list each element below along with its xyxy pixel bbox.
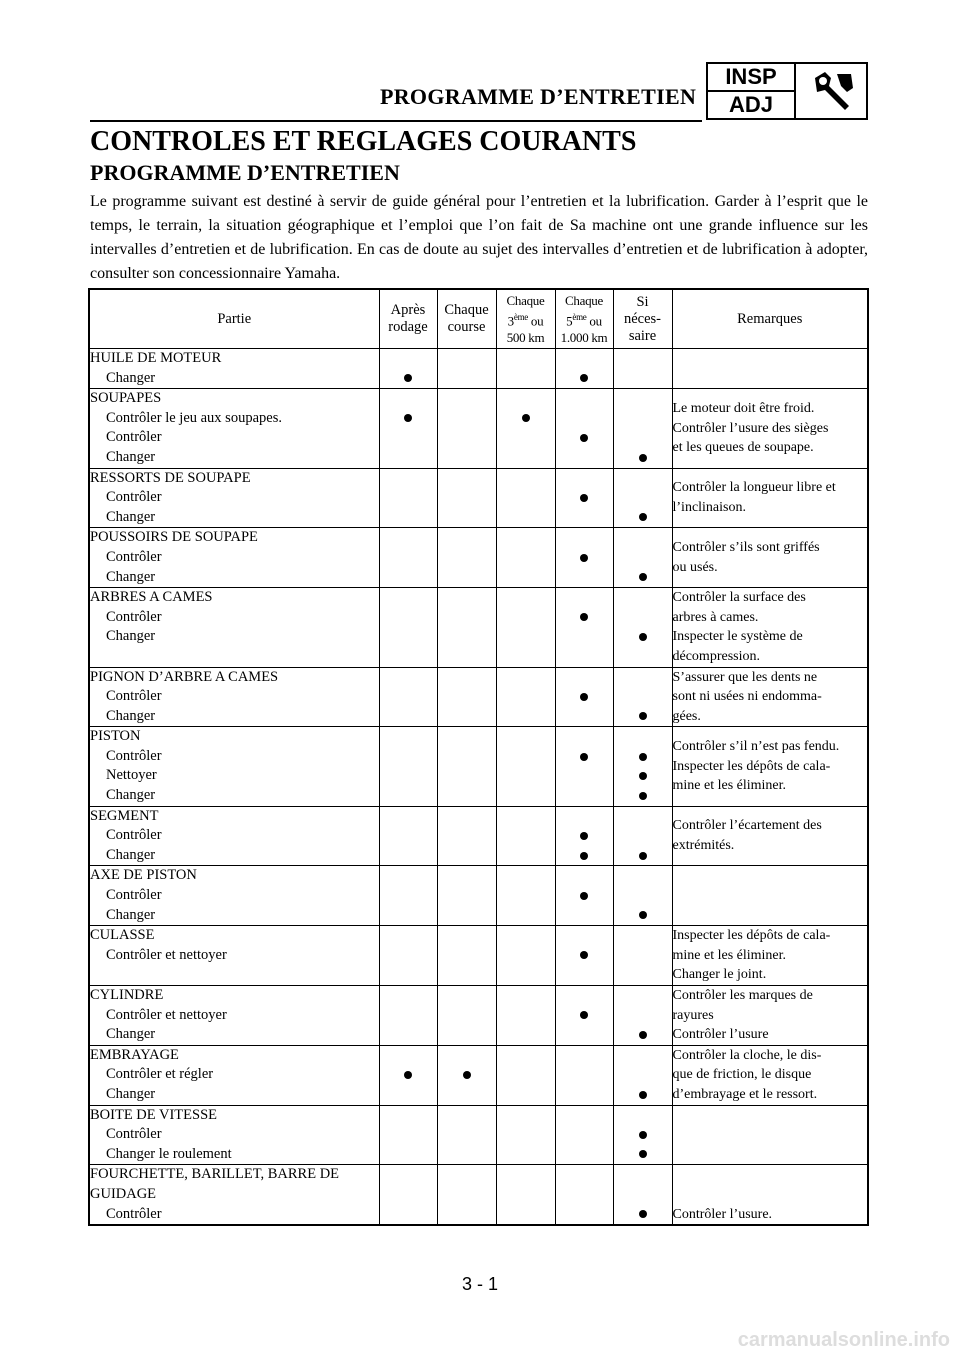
remark-line: Contrôler la cloche, le dis-: [672, 1047, 822, 1063]
interval-mark-dot: [580, 374, 588, 382]
remark-line: gées.: [672, 708, 701, 724]
part-operation: Contrôler: [106, 489, 162, 506]
remark-line: décompression.: [672, 648, 760, 664]
interval-mark-dot: [639, 1210, 647, 1218]
interval-cell-every-5th: [555, 528, 613, 588]
remark-line: Inspecter les dépôts de cala-: [672, 928, 831, 944]
part-name: POUSSOIRS DE SOUPAPE: [90, 529, 258, 546]
part-operation: Changer: [106, 369, 156, 386]
interval-mark-dot: [522, 414, 530, 422]
section-title: PROGRAMME D’ENTRETIEN: [90, 160, 400, 185]
part-operation: Contrôler: [106, 1205, 162, 1222]
part-cell: [89, 1105, 379, 1165]
interval-mark-dot: [463, 1071, 471, 1079]
table-header-row: [89, 289, 868, 349]
header-title: PROGRAMME D’ENTRETIEN: [380, 84, 697, 109]
col-every-5th: Chaque 5ème ou 1.000 km: [555, 289, 613, 349]
col-if-needed: Si néces- saire: [613, 289, 672, 349]
interval-mark-dot: [639, 1131, 647, 1139]
interval-cell-every-3rd: [496, 349, 555, 389]
remark-line: mine et les éliminer.: [672, 947, 787, 963]
part-operation: Changer: [106, 846, 156, 863]
interval-cell-every-5th: [555, 667, 613, 727]
part-operation: Changer le roulement: [106, 1145, 232, 1162]
interval-cell-every-5th: [555, 389, 613, 468]
intro-paragraph: Le programme suivant est destiné à servir de guide général pour l’entretien et la lubrification. Garder à l’esprit que le temps, le terrain, la situation géographique et l’emploi que l’on fait de Sa machine ont une grande influence sur les intervalles d’entretien et de lubrification. En cas de doute au sujet des intervalles d’entretien et de lubrification à adopter, consulter son concessionnaire Yamaha.: [90, 193, 868, 282]
interval-cell-after-break-in: [379, 1105, 437, 1165]
interval-cell-after-break-in: [379, 806, 437, 866]
interval-cell-every-3rd: [496, 926, 555, 986]
interval-cell-after-break-in: [379, 727, 437, 806]
remarks-cell: [672, 986, 868, 1046]
part-operation: Changer: [106, 787, 156, 804]
interval-mark-dot: [639, 852, 647, 860]
interval-cell-if-needed: [613, 1165, 672, 1225]
interval-cell-if-needed: [613, 349, 672, 389]
interval-cell-every-race: [437, 1165, 496, 1225]
interval-cell-every-race: [437, 986, 496, 1046]
part-operation: Changer: [106, 707, 156, 724]
interval-cell-every-race: [437, 349, 496, 389]
part-operation: Contrôler: [106, 887, 162, 904]
remarks-cell: [672, 588, 868, 667]
part-operation: Changer: [106, 1085, 156, 1102]
part-operation: Contrôler: [106, 827, 162, 844]
remark-line: Le moteur doit être froid.: [672, 400, 815, 416]
part-name: SOUPAPES: [90, 390, 162, 407]
part-name: BOITE DE VITESSE: [90, 1106, 218, 1123]
part-cell: [89, 727, 379, 806]
interval-mark-dot: [580, 613, 588, 621]
interval-mark-dot: [639, 454, 647, 462]
remark-line: l’inclinaison.: [672, 499, 746, 515]
remark-line: Contrôler la longueur libre et: [672, 480, 836, 496]
interval-cell-every-5th: [555, 986, 613, 1046]
remark-line: Contrôler l’usure.: [672, 1206, 773, 1222]
part-cell: [89, 986, 379, 1046]
table-row: [89, 468, 868, 528]
col-every-3rd: Chaque 3ème ou 500 km: [496, 289, 555, 349]
part-operation: Contrôler: [106, 608, 162, 625]
part-operation: Contrôler: [106, 429, 162, 446]
remark-line: Contrôler l’usure des sièges: [672, 420, 829, 436]
interval-mark-dot: [639, 1150, 647, 1158]
part-operation: Changer: [106, 568, 156, 585]
table-row: [89, 588, 868, 667]
interval-cell-every-race: [437, 806, 496, 866]
remark-line: sont ni usées ni endomma-: [672, 689, 822, 705]
table-row: [89, 528, 868, 588]
interval-mark-dot: [580, 693, 588, 701]
table-row: [89, 986, 868, 1046]
part-cell: [89, 667, 379, 727]
table-row: [89, 1165, 868, 1225]
remark-line: Contrôler s’il n’est pas fendu.: [672, 739, 840, 755]
table-row: [89, 389, 868, 468]
part-name: PISTON: [90, 728, 141, 745]
interval-cell-after-break-in: [379, 986, 437, 1046]
interval-cell-every-race: [437, 528, 496, 588]
part-cell: [89, 1045, 379, 1105]
remarks-cell: [672, 349, 868, 389]
interval-mark-dot: [580, 832, 588, 840]
interval-mark-dot: [639, 633, 647, 641]
part-operation: GUIDAGE: [90, 1185, 157, 1202]
interval-cell-after-break-in: [379, 667, 437, 727]
interval-cell-after-break-in: [379, 866, 437, 926]
part-cell: [89, 806, 379, 866]
remarks-cell: [672, 667, 868, 727]
col-every-race: Chaque course: [437, 289, 496, 349]
interval-cell-if-needed: [613, 1105, 672, 1165]
part-operation: Contrôler: [106, 548, 162, 565]
interval-mark-dot: [580, 494, 588, 502]
interval-mark-dot: [580, 434, 588, 442]
interval-cell-if-needed: [613, 1045, 672, 1105]
table-row: [89, 866, 868, 926]
interval-cell-every-race: [437, 1105, 496, 1165]
interval-mark-dot: [639, 792, 647, 800]
interval-mark-dot: [404, 1071, 412, 1079]
interval-cell-every-3rd: [496, 528, 555, 588]
remark-line: Contrôler la surface des: [672, 590, 806, 606]
part-operation: Contrôler et régler: [106, 1066, 214, 1083]
part-name: AXE DE PISTON: [90, 867, 197, 884]
interval-mark-dot: [639, 753, 647, 761]
interval-cell-every-3rd: [496, 1165, 555, 1225]
part-cell: [89, 1165, 379, 1225]
remark-line: [673, 1185, 868, 1205]
badge-adj: ADJ: [728, 92, 773, 117]
badge-insp: INSP: [708, 64, 794, 92]
remarks-cell: [672, 528, 868, 588]
interval-cell-every-3rd: [496, 1045, 555, 1105]
interval-cell-every-5th: [555, 1165, 613, 1225]
part-name: FOURCHETTE, BARILLET, BARRE DE: [90, 1166, 340, 1183]
interval-mark-dot: [580, 852, 588, 860]
remarks-cell: [672, 926, 868, 986]
part-name: PIGNON D’ARBRE A CAMES: [90, 668, 279, 685]
remark-line: Contrôler s’ils sont griffés: [672, 540, 820, 556]
remarks-cell: [672, 389, 868, 468]
remark-line: que de friction, le disque: [672, 1067, 812, 1083]
page-number: 3 - 1: [461, 1274, 499, 1294]
part-cell: [89, 588, 379, 667]
part-operation: Contrôler et nettoyer: [106, 1006, 227, 1023]
interval-mark-dot: [580, 951, 588, 959]
interval-cell-after-break-in: [379, 1165, 437, 1225]
interval-cell-after-break-in: [379, 926, 437, 986]
maintenance-schedule-table: [88, 288, 869, 1226]
table-row: [89, 349, 868, 389]
interval-cell-every-3rd: [496, 806, 555, 866]
watermark: carmanualsonline.info: [737, 1329, 950, 1351]
interval-mark-dot: [580, 1011, 588, 1019]
header-rule: [90, 120, 702, 122]
part-operation: Contrôler: [106, 688, 162, 705]
interval-mark-dot: [404, 374, 412, 382]
interval-cell-after-break-in: [379, 349, 437, 389]
col-remarks: Remarques: [672, 289, 868, 349]
table-row: [89, 1105, 868, 1165]
interval-cell-every-3rd: [496, 389, 555, 468]
interval-cell-every-3rd: [496, 866, 555, 926]
interval-cell-every-5th: [555, 727, 613, 806]
interval-cell-every-3rd: [496, 667, 555, 727]
interval-cell-every-5th: [555, 926, 613, 986]
interval-cell-every-5th: [555, 806, 613, 866]
part-cell: [89, 389, 379, 468]
part-name: ARBRES A CAMES: [90, 589, 213, 606]
part-name: RESSORTS DE SOUPAPE: [90, 469, 251, 486]
remarks-cell: [672, 806, 868, 866]
part-operation: Contrôler: [106, 747, 162, 764]
interval-cell-after-break-in: [379, 1045, 437, 1105]
interval-mark-dot: [639, 911, 647, 919]
remark-line: [673, 1165, 868, 1185]
remark-line: Inspecter le système de: [672, 629, 803, 645]
interval-cell-after-break-in: [379, 468, 437, 528]
part-operation: Nettoyer: [106, 767, 157, 784]
interval-mark-dot: [580, 753, 588, 761]
remark-line: Contrôler l’écartement des: [672, 818, 822, 834]
part-operation: Contrôler le jeu aux soupapes.: [106, 409, 282, 426]
interval-cell-every-3rd: [496, 588, 555, 667]
table-row: [89, 806, 868, 866]
interval-cell-if-needed: [613, 986, 672, 1046]
interval-cell-every-5th: [555, 1105, 613, 1165]
interval-cell-after-break-in: [379, 528, 437, 588]
part-name: EMBRAYAGE: [90, 1046, 179, 1063]
remark-line: Changer le joint.: [672, 967, 767, 983]
part-cell: [89, 528, 379, 588]
part-cell: [89, 468, 379, 528]
table-row: [89, 727, 868, 806]
wrench-icon: [796, 64, 866, 118]
interval-cell-every-5th: [555, 866, 613, 926]
interval-cell-every-race: [437, 389, 496, 468]
col-after-break-in: Après rodage: [379, 289, 437, 349]
part-name: HUILE DE MOTEUR: [90, 350, 222, 366]
remark-line: rayures: [672, 1007, 714, 1023]
part-cell: [89, 349, 379, 389]
part-operation: Contrôler: [106, 1126, 162, 1143]
part-name: CYLINDRE: [90, 987, 164, 1003]
interval-mark-dot: [639, 573, 647, 581]
remark-line: Contrôler l’usure: [672, 1027, 769, 1043]
interval-cell-every-race: [437, 588, 496, 667]
part-operation: Changer: [106, 1026, 156, 1043]
remarks-cell: [672, 468, 868, 528]
interval-cell-every-3rd: [496, 986, 555, 1046]
table-row: [89, 926, 868, 986]
interval-cell-if-needed: [613, 588, 672, 667]
table-row: [89, 667, 868, 727]
part-name: SEGMENT: [90, 807, 159, 824]
interval-cell-if-needed: [613, 468, 672, 528]
interval-cell-after-break-in: [379, 588, 437, 667]
remark-line: mine et les éliminer.: [672, 778, 787, 794]
interval-cell-if-needed: [613, 667, 672, 727]
interval-mark-dot: [639, 1091, 647, 1099]
remark-line: extrémités.: [672, 838, 735, 854]
part-cell: [89, 866, 379, 926]
interval-cell-if-needed: [613, 389, 672, 468]
part-operation: Changer: [106, 906, 156, 923]
interval-mark-dot: [404, 414, 412, 422]
table-row: [89, 1045, 868, 1105]
interval-mark-dot: [639, 1031, 647, 1039]
remarks-cell: [672, 866, 868, 926]
interval-mark-dot: [639, 712, 647, 720]
interval-cell-if-needed: [613, 727, 672, 806]
interval-cell-every-5th: [555, 468, 613, 528]
col-part: Partie: [89, 289, 379, 349]
interval-mark-dot: [580, 554, 588, 562]
interval-cell-if-needed: [613, 528, 672, 588]
part-operation: Changer: [106, 508, 156, 525]
part-operation: Contrôler et nettoyer: [106, 946, 227, 963]
remark-line: arbres à cames.: [672, 609, 759, 625]
interval-cell-every-race: [437, 926, 496, 986]
remark-line: Inspecter les dépôts de cala-: [672, 758, 831, 774]
part-cell: [89, 926, 379, 986]
remark-line: S’assurer que les dents ne: [672, 669, 818, 685]
interval-cell-every-5th: [555, 588, 613, 667]
interval-mark-dot: [639, 513, 647, 521]
insp-adj-badge: [706, 62, 868, 120]
interval-cell-every-3rd: [496, 468, 555, 528]
interval-cell-every-5th: [555, 349, 613, 389]
interval-cell-every-race: [437, 727, 496, 806]
interval-cell-if-needed: [613, 866, 672, 926]
remark-line: ou usés.: [672, 559, 718, 575]
remark-line: d’embrayage et le ressort.: [672, 1086, 818, 1102]
interval-cell-if-needed: [613, 926, 672, 986]
interval-mark-dot: [580, 892, 588, 900]
part-name: CULASSE: [90, 927, 155, 944]
remark-line: et les queues de soupape.: [672, 440, 814, 456]
remarks-cell: [672, 1105, 868, 1165]
interval-cell-every-race: [437, 667, 496, 727]
interval-cell-every-5th: [555, 1045, 613, 1105]
remarks-cell: [672, 1045, 868, 1105]
interval-cell-every-3rd: [496, 727, 555, 806]
interval-cell-every-race: [437, 468, 496, 528]
part-operation: Changer: [106, 448, 156, 465]
interval-cell-every-race: [437, 866, 496, 926]
remarks-cell: [672, 727, 868, 806]
page-title: CONTROLES ET REGLAGES COURANTS: [90, 126, 637, 157]
remark-line: Contrôler les marques de: [672, 988, 813, 1003]
interval-mark-dot: [639, 772, 647, 780]
interval-cell-after-break-in: [379, 389, 437, 468]
remarks-cell: [672, 1165, 868, 1225]
interval-cell-every-race: [437, 1045, 496, 1105]
part-operation: Changer: [106, 628, 156, 645]
interval-cell-if-needed: [613, 806, 672, 866]
interval-cell-every-3rd: [496, 1105, 555, 1165]
